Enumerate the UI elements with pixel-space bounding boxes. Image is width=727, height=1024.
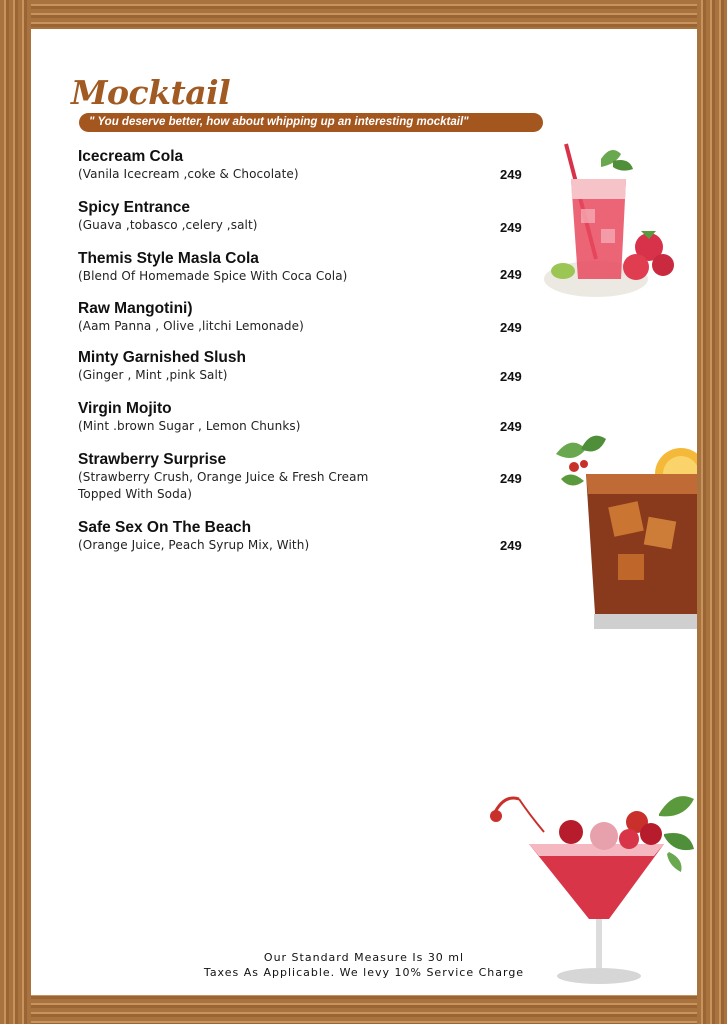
menu-page [31, 29, 697, 995]
item-description: (Blend Of Homemade Spice With Coca Cola) [78, 269, 348, 283]
item-price: 249 [500, 220, 522, 235]
item-name: Raw Mangotini) [78, 300, 193, 317]
item-name: Virgin Mojito [78, 400, 172, 417]
item-description: (Aam Panna , Olive ,litchi Lemonade) [78, 319, 304, 333]
item-name: Spicy Entrance [78, 199, 190, 216]
footer-tax-note: Taxes As Applicable. We levy 10% Service Charge [203, 966, 525, 979]
item-name: Minty Garnished Slush [78, 349, 246, 366]
item-price: 249 [500, 320, 522, 335]
cola-drink-illustration [546, 419, 697, 634]
menu-item [78, 519, 538, 554]
strawberry-drink-illustration [541, 139, 686, 304]
menu-item [78, 400, 538, 435]
item-description: (Strawberry Crush, Orange Juice & Fresh Cream Topped With Soda) [78, 470, 369, 501]
item-description: (Vanila Icecream ,coke & Chocolate) [78, 167, 299, 181]
item-name: Themis Style Masla Cola [78, 250, 259, 267]
menu-item [78, 451, 538, 503]
item-price: 249 [500, 267, 522, 282]
item-name: Strawberry Surprise [78, 451, 227, 468]
menu-tagline: " You deserve better, how about whipping up an interesting mocktail" [79, 113, 543, 132]
menu-title: Mocktail [71, 73, 231, 112]
footer-measure-note: Our Standard Measure Is 30 ml [263, 951, 465, 964]
item-price: 249 [500, 471, 522, 486]
item-price: 249 [500, 419, 522, 434]
menu-item [78, 148, 538, 183]
menu-item [78, 250, 538, 285]
wood-frame-left [0, 0, 31, 1024]
menu-item [78, 199, 538, 234]
item-price: 249 [500, 538, 522, 553]
item-description: (Guava ,tobasco ,celery ,salt) [78, 218, 258, 232]
item-description: (Mint .brown Sugar , Lemon Chunks) [78, 419, 301, 433]
item-price: 249 [500, 167, 522, 182]
item-name: Safe Sex On The Beach [78, 519, 252, 536]
menu-item [78, 349, 538, 384]
item-price: 249 [500, 369, 522, 384]
item-description: (Ginger , Mint ,pink Salt) [78, 368, 228, 382]
menu-item [78, 300, 538, 335]
item-name: Icecream Cola [78, 148, 184, 165]
item-description: (Orange Juice, Peach Syrup Mix, With) [78, 538, 310, 552]
wood-frame-right [697, 0, 727, 1024]
